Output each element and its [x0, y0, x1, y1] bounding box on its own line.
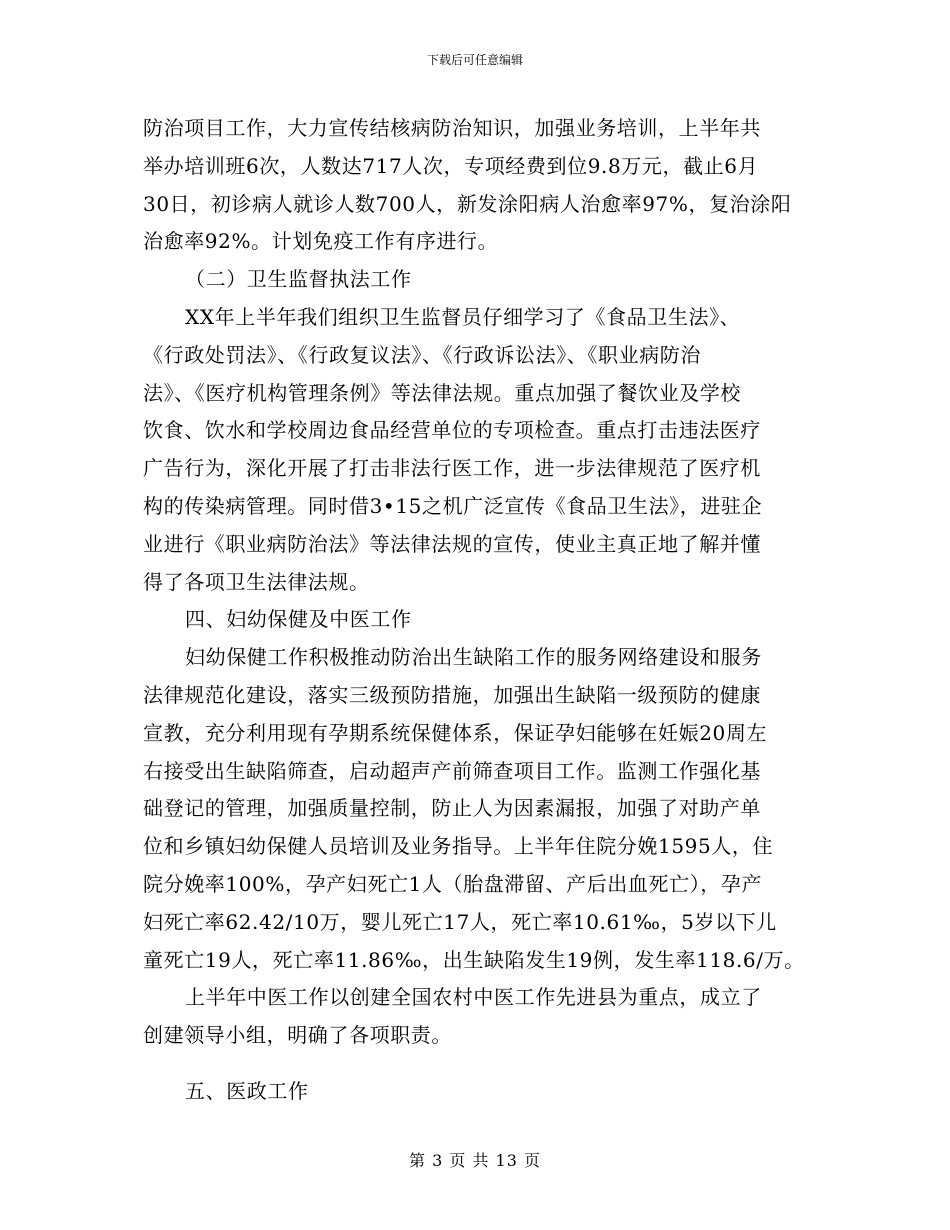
section-heading-maternal-child: 四、妇幼保健及中医工作	[185, 607, 412, 632]
body-line: 防治项目工作，大力宣传结核病防治知识，加强业务培训，上半年共	[143, 116, 761, 140]
body-line: XX年上半年我们组织卫生监督员仔细学习了《食品卫生法》、	[185, 304, 741, 329]
body-line: 创建领导小组，明确了各项职责。	[143, 1023, 452, 1048]
section-heading-supervision: （二）卫生监督执法工作	[185, 267, 412, 292]
body-line: 治愈率92%。计划免疫工作有序进行。	[143, 229, 499, 254]
body-line: 30日，初诊病人就诊人数700人，新发涂阳病人治愈率97%，复治涂阳	[143, 191, 792, 216]
body-line: 业进行《职业病防治法》等法律法规的宣传，使业主真正地了解并懂	[143, 531, 761, 556]
body-line: 础登记的管理，加强质量控制，防止人为因素漏报，加强了对助产单	[143, 796, 761, 821]
document-body	[143, 110, 833, 1111]
body-line: 法》、《医疗机构管理条例》等法律法规。重点加强了餐饮业及学校	[143, 380, 741, 405]
body-line: 饮食、饮水和学校周边食品经营单位的专项检查。重点打击违法医疗	[143, 418, 761, 443]
body-line: 《行政处罚法》、《行政复议法》、《行政诉讼法》、《职业病防治	[143, 342, 701, 367]
body-line: 妇幼保健工作积极推动防治出生缺陷工作的服务网络建设和服务	[185, 645, 762, 670]
paragraph-gap	[143, 1055, 833, 1073]
body-line: 上半年中医工作以创建全国农村中医工作先进县为重点，成立了	[185, 985, 762, 1010]
body-line: 举办培训班6次，人数达717人次，专项经费到位9.8万元，截止6月	[143, 153, 759, 178]
page-footer: 第 3 页 共 13 页	[409, 1151, 541, 1170]
body-line: 得了各项卫生法律法规。	[143, 569, 370, 594]
body-line: 构的传染病管理。同时借3•15之机广泛宣传《食品卫生法》，进驻企	[143, 493, 763, 518]
body-line: 院分娩率100%，孕产妇死亡1人（胎盘滞留、产后出血死亡），孕产	[143, 871, 763, 896]
body-line: 妇死亡率62.42/10万，婴儿死亡17人，死亡率10.61‰，5岁以下儿	[143, 909, 777, 934]
body-line: 宣教，充分利用现有孕期系统保健体系，保证孕妇能够在妊娠20周左	[143, 720, 768, 745]
section-heading-medical-admin: 五、医政工作	[185, 1078, 309, 1103]
body-line: 童死亡19人，死亡率11.86‰，出生缺陷发生19例，发生率118.6/万。	[143, 947, 805, 972]
page-header: 下载后可任意编辑	[426, 53, 523, 67]
body-line: 法律规范化建设，落实三级预防措施，加强出生缺陷一级预防的健康	[143, 682, 761, 707]
body-line: 右接受出生缺陷筛查，启动超声产前筛查项目工作。监测工作强化基	[143, 758, 761, 783]
body-line: 位和乡镇妇幼保健人员培训及业务指导。上半年住院分娩1595人，住	[143, 834, 774, 859]
body-line: 广告行为，深化开展了打击非法行医工作，进一步法律规范了医疗机	[143, 456, 761, 481]
